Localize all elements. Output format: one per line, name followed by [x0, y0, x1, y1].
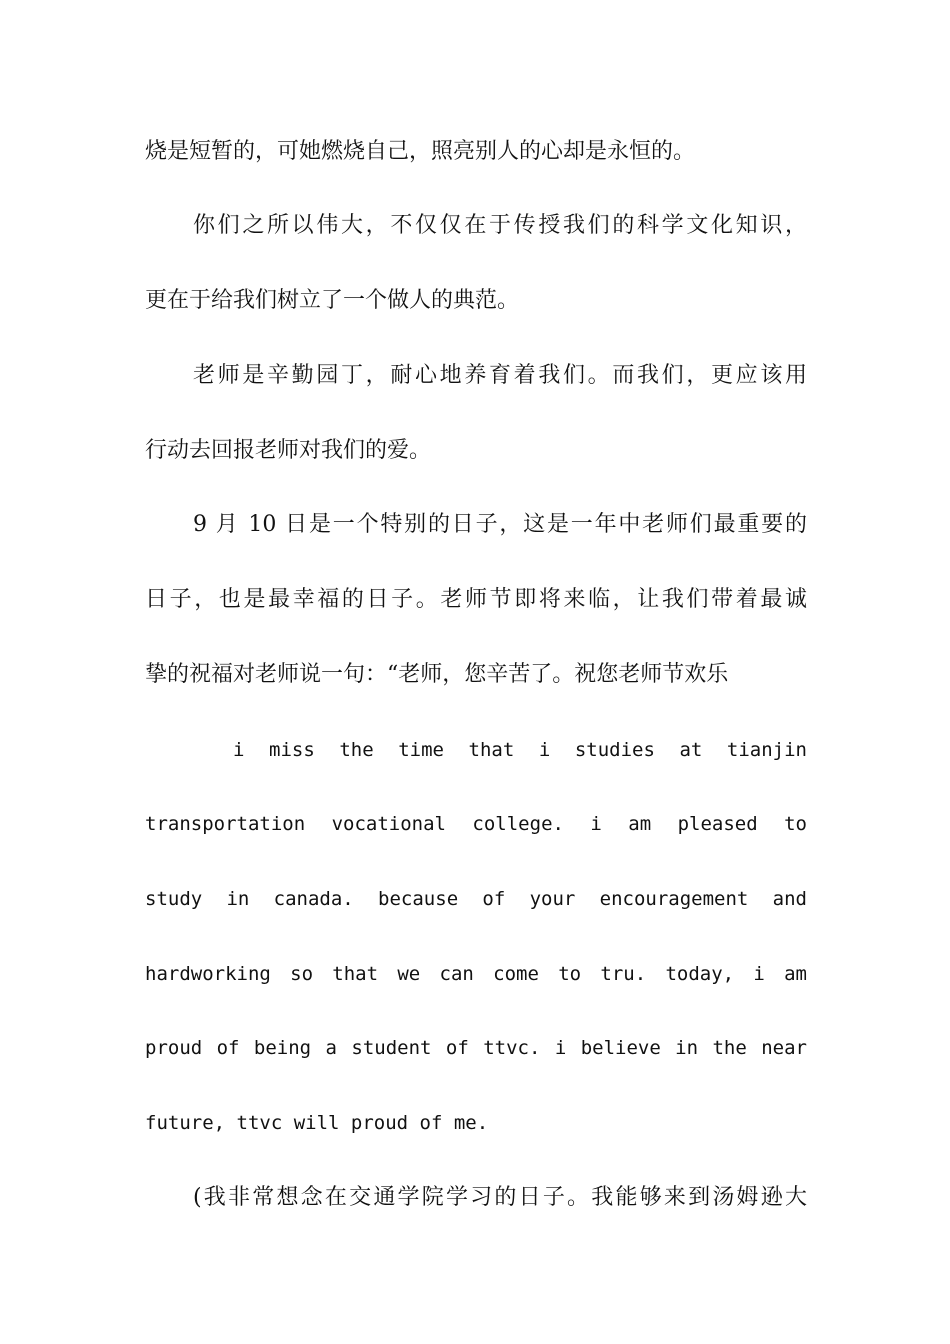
text-line-14: future, ttvc will proud of me. — [145, 1112, 489, 1134]
text-line-12: hardworking so that we can come to tru. today, i am — [145, 963, 807, 985]
text-line-1: 烧是短暂的，可她燃烧自己，照亮别人的心却是永恒的。 — [145, 139, 696, 164]
text-line-15: (我非常想念在交通学院学习的日子。我能够来到汤姆逊大 — [193, 1185, 807, 1210]
text-line-3: 更在于给我们树立了一个做人的典范。 — [145, 288, 520, 313]
text-line-2: 你们之所以伟大，不仅仅在于传授我们的科学文化知识， — [193, 213, 807, 238]
text-line-6: 9 月 10 日是一个特别的日子，这是一年中老师们最重要的 — [193, 512, 807, 537]
text-line-10: transportation vocational college. i am pleased to — [145, 813, 807, 835]
text-line-13: proud of being a student of ttvc. i believe in the near — [145, 1037, 807, 1059]
text-line-7: 日子，也是最幸福的日子。老师节即将来临，让我们带着最诚 — [145, 587, 807, 612]
text-line-5: 行动去回报老师对我们的爱。 — [145, 438, 432, 463]
text-line-11: study in canada. because of your encouragement and — [145, 888, 807, 910]
text-line-9: i miss the time that i studies at tianjin — [233, 739, 807, 761]
text-line-4: 老师是辛勤园丁，耐心地养育着我们。而我们，更应该用 — [193, 363, 807, 388]
text-line-8: 挚的祝福对老师说一句：“老师，您辛苦了。祝您老师节欢乐 — [145, 662, 729, 687]
